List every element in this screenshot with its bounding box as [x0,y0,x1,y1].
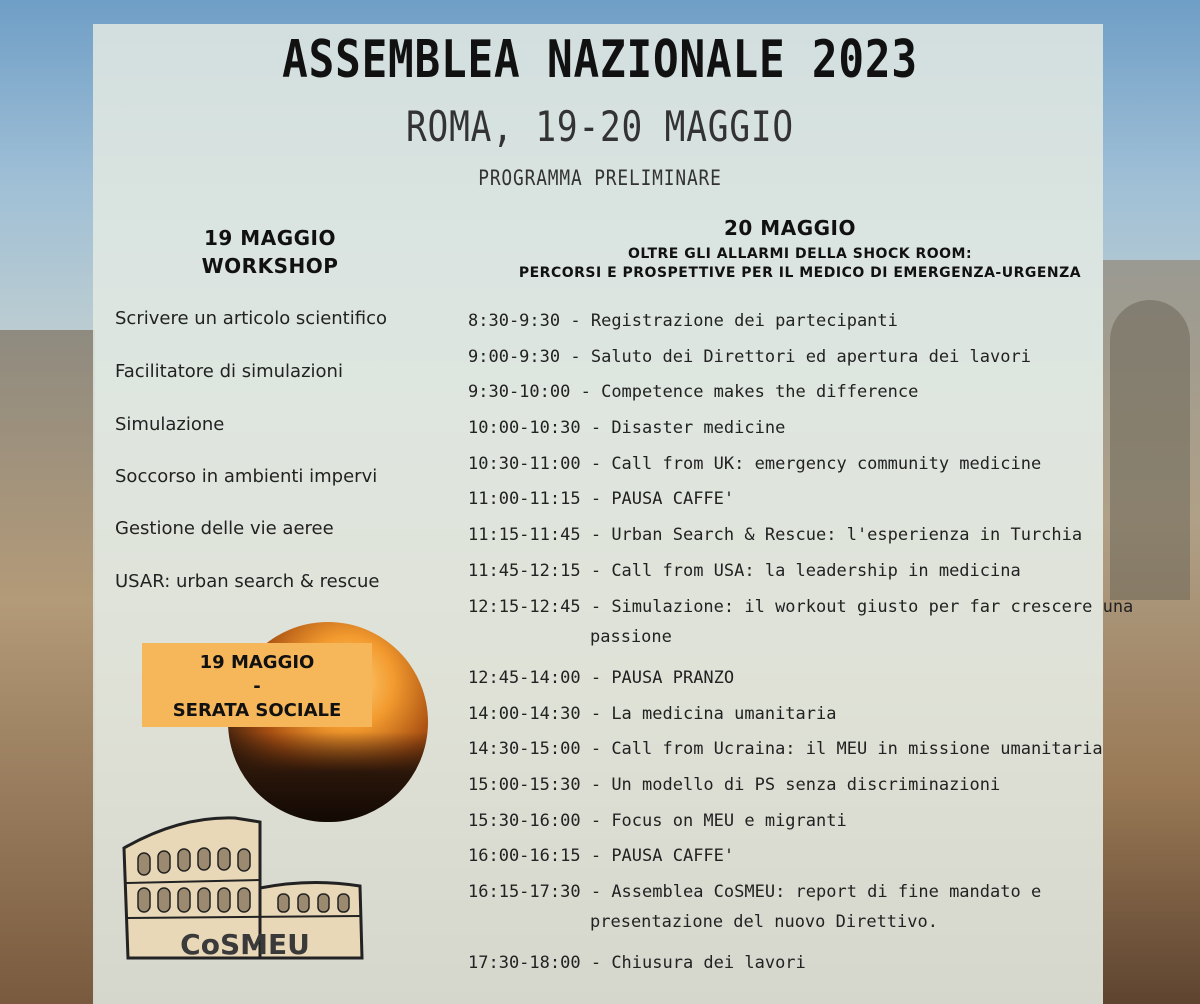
schedule-row: 12:45-14:00 - PAUSA PRANZO [468,667,735,688]
social-evening-badge [142,643,372,727]
schedule-theme-line1: OLTRE GLI ALLARMI DELLA SHOCK ROOM: [627,246,973,262]
cosmeu-colosseum-logo [110,808,372,976]
schedule-text: Chiusura dei lavori [611,953,806,974]
event-title: ASSEMBLEA NAZIONALE 2023 [282,30,918,90]
schedule-list [468,308,1134,986]
logo-text: CoSMEU [180,928,310,961]
workshop-item: USAR: urban search & rescue [115,571,380,592]
schedule-text: Competence makes the difference [601,382,919,403]
schedule-text: Registrazione dei partecipanti [590,311,898,331]
social-line3: SERATA SOCIALE [172,700,342,721]
schedule-time: 11:45-12:15 [468,560,581,581]
schedule-row: 11:45-12:15 - Call from USA: la leadership in medicina [468,560,1021,581]
schedule-text: Disaster medicine [611,418,786,439]
schedule-text: Call from UK: emergency community medicine [611,453,1042,474]
dome-silhouette [1110,300,1190,600]
schedule-text: PAUSA CAFFE' [611,846,735,867]
schedule-time: 14:00-14:30 [468,703,581,724]
schedule-time: 9:30-10:00 [468,382,571,403]
schedule-time: 11:00-11:15 [468,489,581,510]
schedule-day-heading: 20 MAGGIO [724,216,856,240]
schedule-row: 10:00-10:30 - Disaster medicine [468,418,786,439]
schedule-text: Call from USA: la leadership in medicina [611,560,1021,581]
schedule-text: Simulazione: il workout giusto per far crescere una [611,596,1134,617]
schedule-time: 15:00-15:30 [468,774,581,795]
workshop-item: Soccorso in ambienti impervi [115,466,378,487]
schedule-row: 9:00-9:30 - Saluto dei Direttori ed apertura dei lavori [468,346,1031,367]
schedule-time: 10:00-10:30 [468,418,581,439]
schedule-text: PAUSA PRANZO [611,667,735,688]
schedule-text: PAUSA CAFFE' [611,489,735,510]
workshop-item: Scrivere un articolo scientifico [115,308,387,329]
schedule-time: 12:15-12:45 [468,596,581,617]
schedule-row: 10:30-11:00 - Call from UK: emergency community medicine [468,453,1042,474]
background-left-monument [0,330,95,1004]
workshop-heading: WORKSHOP [201,254,339,278]
workshop-item: Gestione delle vie aeree [115,518,334,539]
schedule-time: 14:30-15:00 [468,739,581,760]
schedule-text: Urban Search & Rescue: l'esperienza in Turchia [611,525,1083,546]
schedule-row: 16:15-17:30 - Assemblea CoSMEU: report di fine mandato e presentazione del nuovo Direttivo. [468,879,1098,950]
social-line2: - [253,676,261,697]
schedule-time: 15:30-16:00 [468,810,581,831]
schedule-row: 11:15-11:45 - Urban Search & Rescue: l'esperienza in Turchia [468,525,1083,546]
schedule-row: 14:30-15:00 - Call from Ucraina: il MEU in missione umanitaria [468,739,1103,760]
schedule-time: 10:30-11:00 [468,453,581,474]
schedule-time: 16:00-16:15 [468,846,581,867]
workshop-day-heading: 19 MAGGIO [204,226,336,250]
schedule-time: 9:00-9:30 [468,346,561,367]
workshop-item: Simulazione [115,414,225,435]
schedule-time: 16:15-17:30 [468,882,581,903]
schedule-time: 12:45-14:00 [468,667,581,688]
schedule-text: Call from Ucraina: il MEU in missione umanitaria [611,739,1103,760]
schedule-text: Un modello di PS senza discriminazioni [611,774,1001,795]
schedule-row: 8:30-9:30 - Registrazione dei partecipanti [468,311,898,331]
schedule-text-continued: presentazione del nuovo Direttivo. [590,912,938,933]
schedule-row: 17:30-18:00 - Chiusura dei lavori [468,953,806,974]
schedule-text: Focus on MEU e migranti [611,810,847,831]
program-label: PROGRAMMA PRELIMINARE [478,166,722,190]
schedule-time: 11:15-11:45 [468,525,581,546]
schedule-row: 14:00-14:30 - La medicina umanitaria [468,703,837,724]
schedule-row: 15:30-16:00 - Focus on MEU e migranti [468,810,847,831]
schedule-text: Assemblea CoSMEU: report di fine mandato e [611,882,1042,903]
schedule-text-continued: passione [590,626,672,647]
schedule-time: 8:30-9:30 [468,311,561,331]
schedule-text: Saluto dei Direttori ed apertura dei lavori [590,346,1031,367]
schedule-row: 11:00-11:15 - PAUSA CAFFE' [468,489,735,510]
schedule-row: 9:30-10:00 - Competence makes the difference [468,382,919,403]
schedule-row: 16:00-16:15 - PAUSA CAFFE' [468,846,735,867]
workshop-item: Facilitatore di simulazioni [115,361,343,382]
schedule-text: La medicina umanitaria [611,703,837,724]
schedule-row: 15:00-15:30 - Un modello di PS senza discriminazioni [468,774,1001,795]
schedule-time: 17:30-18:00 [468,953,581,974]
schedule-row: 12:15-12:45 - Simulazione: il workout giusto per far crescere una passione [468,594,1098,665]
schedule-theme-line2: PERCORSI E PROSPETTIVE PER IL MEDICO DI EMERGENZA-URGENZA [518,265,1082,281]
social-line1: 19 MAGGIO [199,652,315,673]
event-subtitle: ROMA, 19-20 MAGGIO [406,102,794,151]
